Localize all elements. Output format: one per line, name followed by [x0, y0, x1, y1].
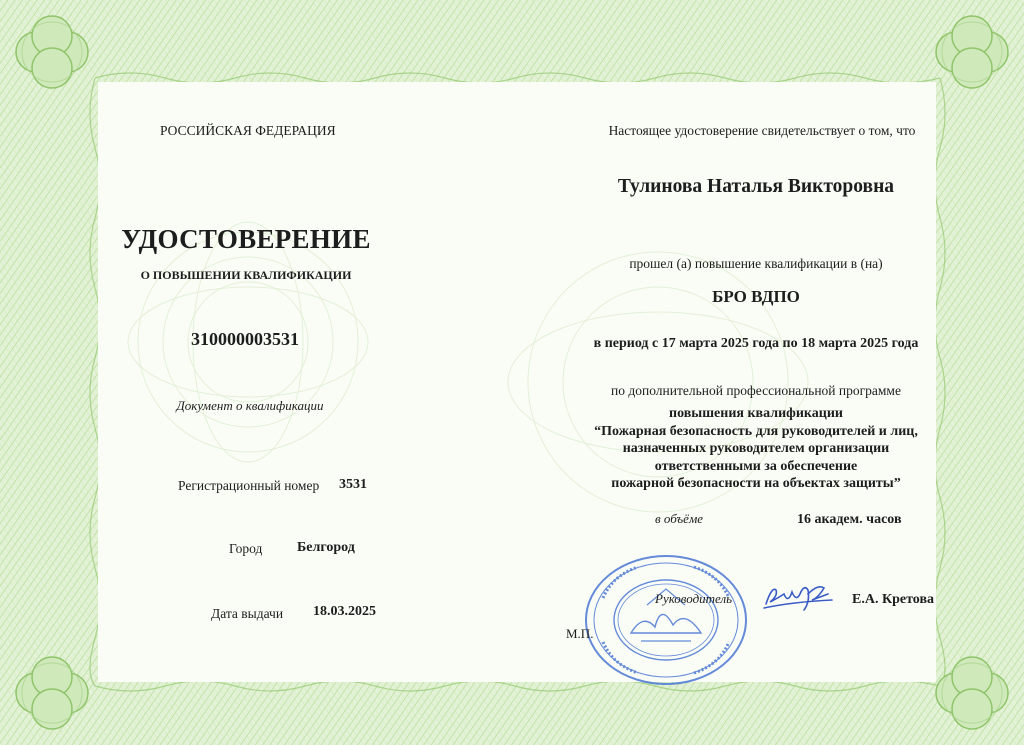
certificate-intro: Настоящее удостоверение свидетельствует о том, что — [608, 123, 916, 138]
city-value: Белгород — [297, 540, 355, 555]
city-label: Город — [229, 541, 263, 556]
training-period: в период с 17 марта 2025 года по 18 марта 2025 года — [593, 336, 919, 351]
document-kind: Документ о квалификации — [176, 398, 324, 413]
handwritten-signature — [762, 580, 836, 614]
organization-name: БРО ВДПО — [712, 287, 800, 306]
program-line: повышения квалификации — [669, 406, 843, 421]
volume-value: 16 академ. часов — [797, 512, 902, 527]
document-title: УДОСТОВЕРЕНИЕ — [121, 224, 371, 254]
holder-name: Тулинова Наталья Викторовна — [617, 176, 895, 197]
issue-date-value: 18.03.2025 — [313, 604, 376, 619]
issue-date-label: Дата выдачи — [211, 606, 284, 621]
volume-label: в объёме — [655, 511, 704, 526]
program-line: назначенных руководителем организации — [622, 441, 890, 456]
country-label: РОССИЙСКАЯ ФЕДЕРАЦИЯ — [160, 123, 336, 138]
head-label: Руководитель — [655, 591, 733, 606]
program-line: пожарной безопасности на объектах защиты” — [611, 476, 901, 491]
stamp-place-label: М.П. — [566, 626, 594, 641]
program-intro: по дополнительной профессиональной программе — [611, 383, 901, 398]
program-line: ответственными за обеспечение — [654, 458, 858, 474]
head-name: Е.А. Кретова — [852, 592, 935, 607]
registration-number-label: Регистрационный номер — [178, 478, 320, 493]
registration-number-value: 3531 — [339, 477, 367, 492]
program-title — [570, 405, 942, 493]
official-seal-stamp — [583, 553, 749, 687]
completed-text: прошел (а) повышение квалификации в (на) — [629, 256, 883, 271]
program-line: “Пожарная безопасность для руководителей и лиц, — [594, 423, 918, 439]
document-subtitle: О ПОВЫШЕНИИ КВАЛИФИКАЦИИ — [140, 268, 352, 282]
document-number: 310000003531 — [191, 329, 299, 349]
